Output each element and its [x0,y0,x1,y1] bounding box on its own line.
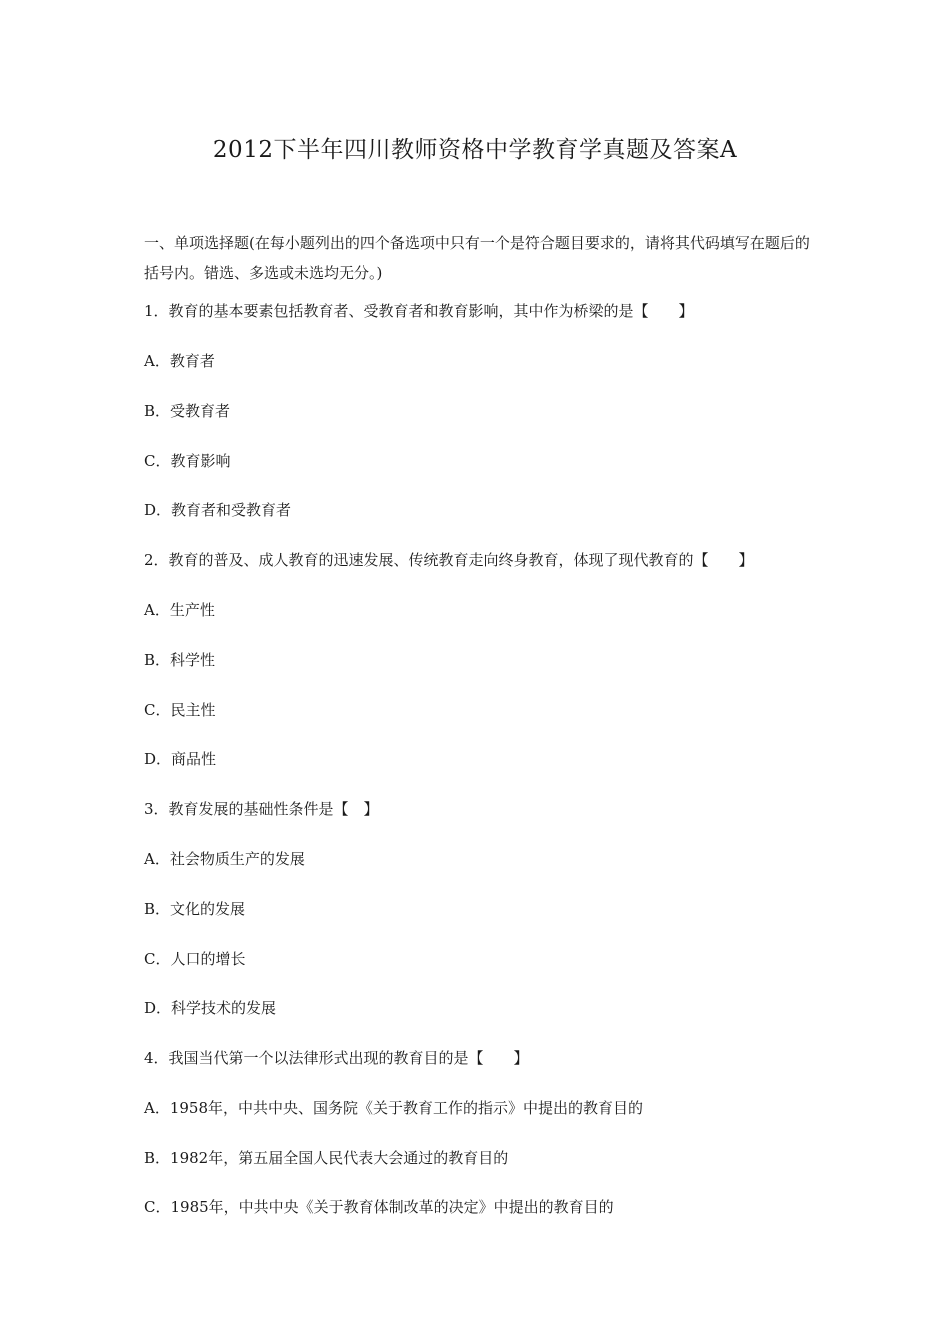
question-4-option-a: A．1958年，中共中央、国务院《关于教育工作的指示》中提出的教育目的 [144,1099,644,1117]
question-1-option-b: B．受教育者 [144,402,231,420]
question-1-option-d: D．教育者和受教育者 [144,501,292,519]
question-2-option-b: B．科学性 [144,651,216,669]
question-2-option-a: A．生产性 [144,601,215,619]
question-2-option-c: C．民主性 [144,701,216,719]
question-stem-2: 2．教育的普及、成人教育的迅速发展、传统教育走向终身教育，体现了现代教育的【 】 [144,551,754,569]
question-1-option-a: A．教育者 [144,352,215,370]
question-2-option-d: D．商品性 [144,750,217,768]
question-4-option-c: C．1985年，中共中央《关于教育体制改革的决定》中提出的教育目的 [144,1198,614,1216]
page-title: 2012下半年四川教师资格中学教育学真题及答案A [212,137,738,163]
question-3-option-b: B．文化的发展 [144,900,246,918]
question-3-option-a: A．社会物质生产的发展 [144,850,305,868]
question-4-option-b: B．1982年，第五届全国人民代表大会通过的教育目的 [144,1149,509,1167]
question-stem-3: 3．教育发展的基础性条件是【 】 [144,800,379,818]
question-3-option-c: C．人口的增长 [144,950,246,968]
question-stem-4: 4．我国当代第一个以法律形式出现的教育目的是【 】 [144,1049,529,1067]
section-instructions: 一、单项选择题(在每小题列出的四个备选项中只有一个是符合题目要求的，请将其代码填写在题后的括号内。错选、多选或未选均无分。) [144,234,810,282]
question-1-option-c: C．教育影响 [144,452,231,470]
question-3-option-d: D．科学技术的发展 [144,999,277,1017]
question-stem-1: 1．教育的基本要素包括教育者、受教育者和教育影响，其中作为桥梁的是【 】 [144,302,694,320]
